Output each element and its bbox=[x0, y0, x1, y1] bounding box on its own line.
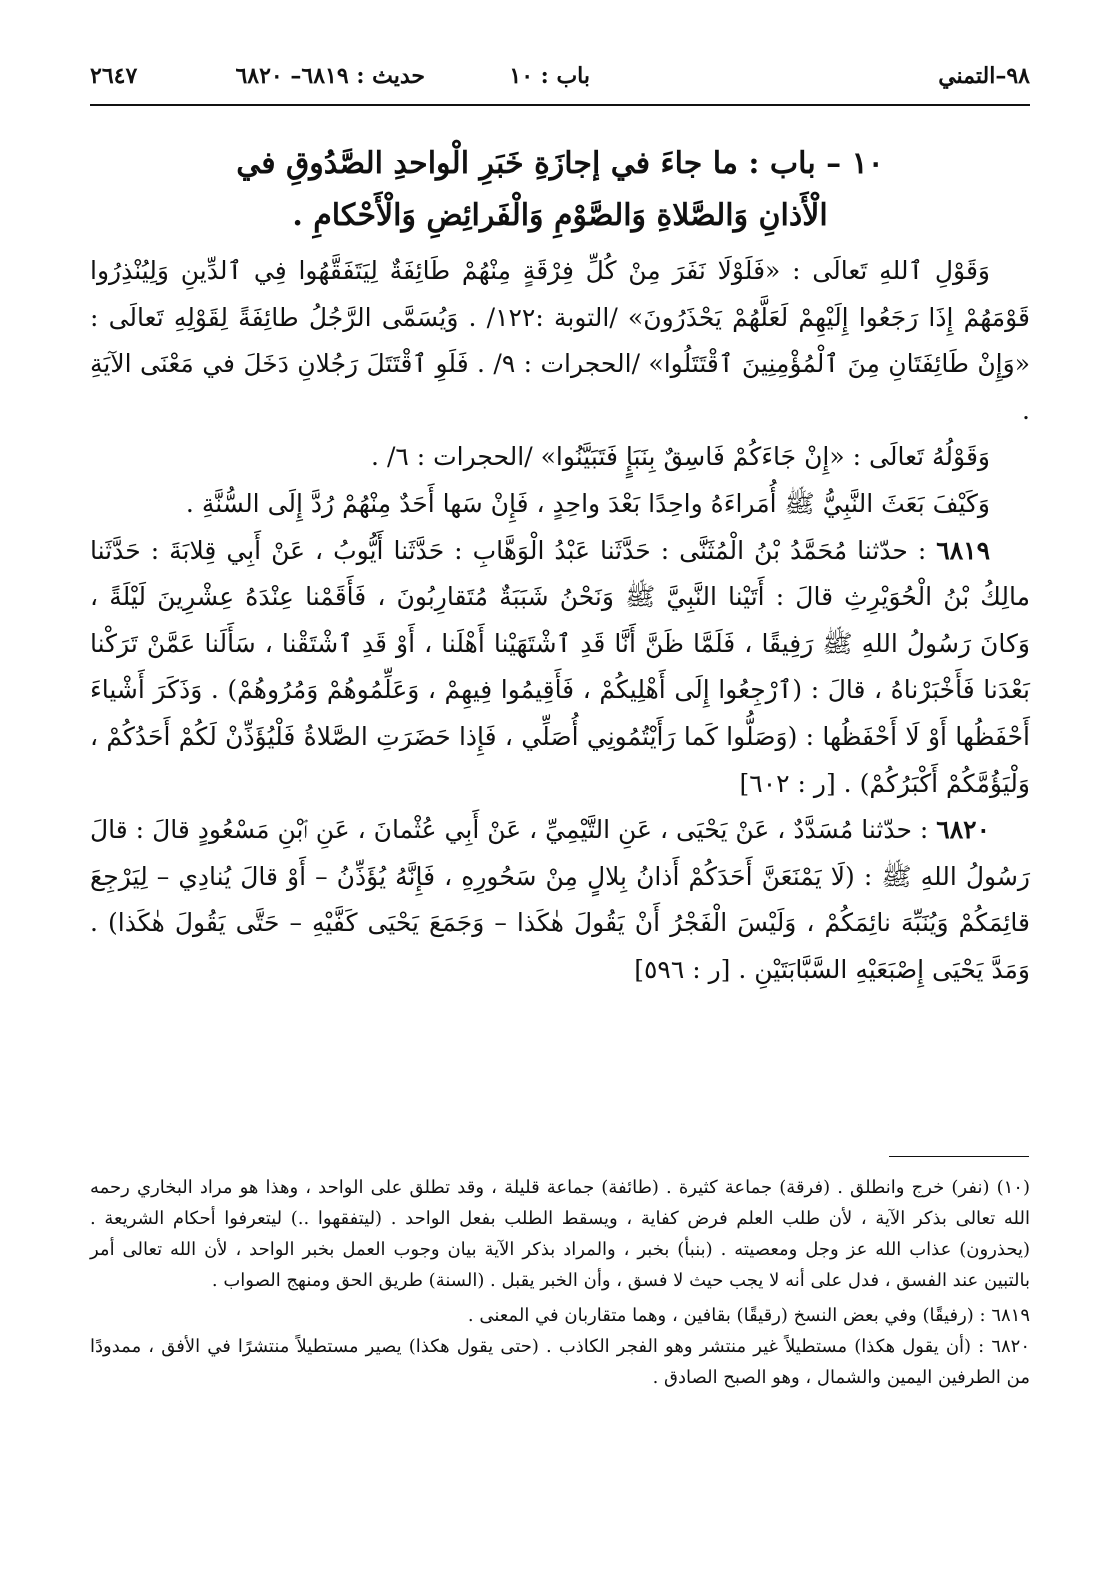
hadith-6820-text: : حدّثنا مُسَدَّدٌ ، عَنْ يَحْيَى ، عَنِ التَّيْمِيِّ ، عَنْ أَبِي عُثْمانَ ، عَنِ ٱبْنِ مَسْعُودٍ قالَ : قالَ رَسُولُ اللهِ ﷺ : (لَا يَمْنَعَنَّ أَحَدَكُمْ أَذانُ بِلالٍ مِنْ سَحُورِهِ ، فَإِنَّهُ يُؤَذِّنُ – أَوْ قالَ يُنادِي – لِيَرْجِعَ قائِمَكُمْ وَيُنَبِّهَ نائِمَكُمْ ، وَلَيْسَ الْفَجْرُ أَنْ يَقُولَ هٰكَذا – وَجَمَعَ يَحْيَى كَفَّيْهِ – حَتَّى يَقُولَ هٰكَذا) . وَمَدَّ يَحْيَى إِصْبَعَيْهِ السَّبَّابَتَيْنِ . [ر : ٥٩٦] bbox=[90, 815, 1030, 984]
header-divider bbox=[90, 104, 1030, 106]
chapter-heading-line-2: الْأَذانِ وَالصَّلاةِ وَالصَّوْمِ وَالْفَرائِضِ وَالْأَحْكامِ . bbox=[292, 198, 828, 233]
footnote-divider bbox=[889, 1156, 1029, 1157]
main-text bbox=[90, 248, 1030, 994]
hadith-6819-text: : حدّثنا مُحَمَّدُ بْنُ الْمُثَنَّى : حَدَّثَنا عَبْدُ الْوَهَّابِ : حَدَّثَنا أَيُّوبُ ، عَنْ أَبِي قِلابَةَ : حَدَّثَنا مالِكُ بْنُ الْحُوَيْرِثِ قالَ : أَتَيْنا النَّبِيَّ ﷺ وَنَحْنُ شَبَبَةٌ مُتَقارِبُونَ ، فَأَقَمْنا عِنْدَهُ عِشْرِينَ لَيْلَةً ، وَكانَ رَسُولُ اللهِ ﷺ رَفِيقًا ، فَلَمَّا ظَنَّ أَنَّا قَدِ ٱشْتَهَيْنا أَهْلَنا ، أَوْ قَدِ ٱشْتَقْنا ، سَأَلَنا عَمَّنْ تَرَكْنا بَعْدَنا فَأَخْبَرْناهُ ، قالَ : (ٱرْجِعُوا إِلَى أَهْلِيكُمْ ، فَأَقِيمُوا فِيهِمْ ، وَعَلِّمُوهُمْ وَمُرُوهُمْ) . وَذَكَرَ أَشْياءَ أَحْفَظُها أَوْ لَا أَحْفَظُها : (وَصَلُّوا كَما رَأَيْتُمُونِي أُصَلِّي ، فَإِذا حَضَرَتِ الصَّلاةُ فَلْيُؤَذِّنْ لَكُمْ أَحَدُكُمْ ، وَلْيَؤُمَّكُمْ أَكْبَرُكُمْ) . [ر : ٦٠٢] bbox=[90, 535, 1030, 798]
chapter-heading bbox=[90, 138, 1030, 242]
hadith-6819-number: ٦٨١٩ bbox=[936, 535, 991, 565]
hadith-6820 bbox=[90, 807, 1030, 993]
header-chapter-number: باب : ١٠ bbox=[509, 63, 590, 89]
footnotes bbox=[90, 1172, 1030, 1393]
header-book-title: ٩٨–التمني bbox=[938, 63, 1030, 89]
footnote-6820: ٦٨٢٠ : (أن يقول هكذا) مستطيلاً غير منتشر وهو الفجر الكاذب . (حتى يقول هكذا) يصير مستطيلاً منتشرًا في الأفق ، ممدودًا من الطرفين اليمين والشمال ، وهو الصبح الصادق . bbox=[90, 1336, 1030, 1388]
footnote-6819: ٦٨١٩ : (رفيقًا) وفي بعض النسخ (رقيقًا) بقافين ، وهما متقاربان في المعنى . bbox=[467, 1305, 1030, 1326]
second-verse-paragraph: وَقَوْلُهُ تَعالَى : «إِنْ جَاءَكُمْ فَاسِقٌ بِنَبَإٍ فَتَبَيَّنُوا» /الحجرات : ٦/ . bbox=[371, 442, 990, 472]
footnote-10: (١٠) (نفر) خرج وانطلق . (فرقة) جماعة كثيرة . (طائفة) جماعة قليلة ، وقد تطلق على الواحد ، وهذا هو مراد البخاري رحمه الله تعالى بذكر الآية ، لأن طلب العلم فرض كفاية ، ويسقط الطلب بفعل الواحد . (ليتفقهوا ..) ليتعرفوا أحكام الشريعة . (يحذرون) عذاب الله عز وجل ومعصيته . (بنبأ) بخبر ، والمراد بذكر الآية بيان وجوب العمل بخبر الواحد ، لأن الله تعالى أمر بالتبين عند الفسق ، فدل على أنه لا يجب حيث لا فسق ، وأن الخبر يقبل . (السنة) طريق الحق ومنهج الصواب . bbox=[90, 1177, 1030, 1291]
hadith-6820-number: ٦٨٢٠ bbox=[936, 815, 990, 845]
sending-envoys-paragraph: وَكَيْفَ بَعَثَ النَّبِيُّ ﷺ أُمَراءَهُ واحِدًا بَعْدَ واحِدٍ ، فَإِنْ سَها أَحَدٌ مِنْهُمْ رُدَّ إِلَى السُّنَّةِ . bbox=[185, 488, 990, 518]
quran-quote-paragraph: وَقَوْلِ ٱللهِ تَعالَى : «فَلَوْلَا نَفَرَ مِنْ كُلِّ فِرْقَةٍ مِنْهُمْ طَائِفَةٌ لِيَتَفَقَّهُوا فِي ٱلدِّينِ وَلِيُنْذِرُوا قَوْمَهُمْ إِذَا رَجَعُوا إِلَيْهِمْ لَعَلَّهُمْ يَحْذَرُونَ» /التوبة :١٢٢/ . وَيُسَمَّى الرَّجُلُ طائِفَةً لِقَوْلِهِ تَعالَى : «وَإِنْ طَائِفَتَانِ مِنَ ٱلْمُؤْمِنِينَ ٱقْتَتَلُوا» /الحجرات : ٩/ . فَلَوِ ٱقْتَتَلَ رَجُلانِ دَخَلَ في مَعْنَى الآيَةِ . bbox=[90, 256, 1031, 425]
chapter-heading-line-1: ١٠ – باب : ما جاءَ في إجازَةِ خَبَرِ الْواحدِ الصَّدُوقِ في bbox=[236, 146, 884, 181]
header-hadith-range: حديث : ٦٨١٩– ٦٨٢٠ bbox=[235, 63, 425, 89]
header-page-number: ٢٦٤٧ bbox=[90, 63, 138, 89]
hadith-6819 bbox=[90, 528, 1030, 808]
running-header bbox=[90, 58, 1030, 94]
